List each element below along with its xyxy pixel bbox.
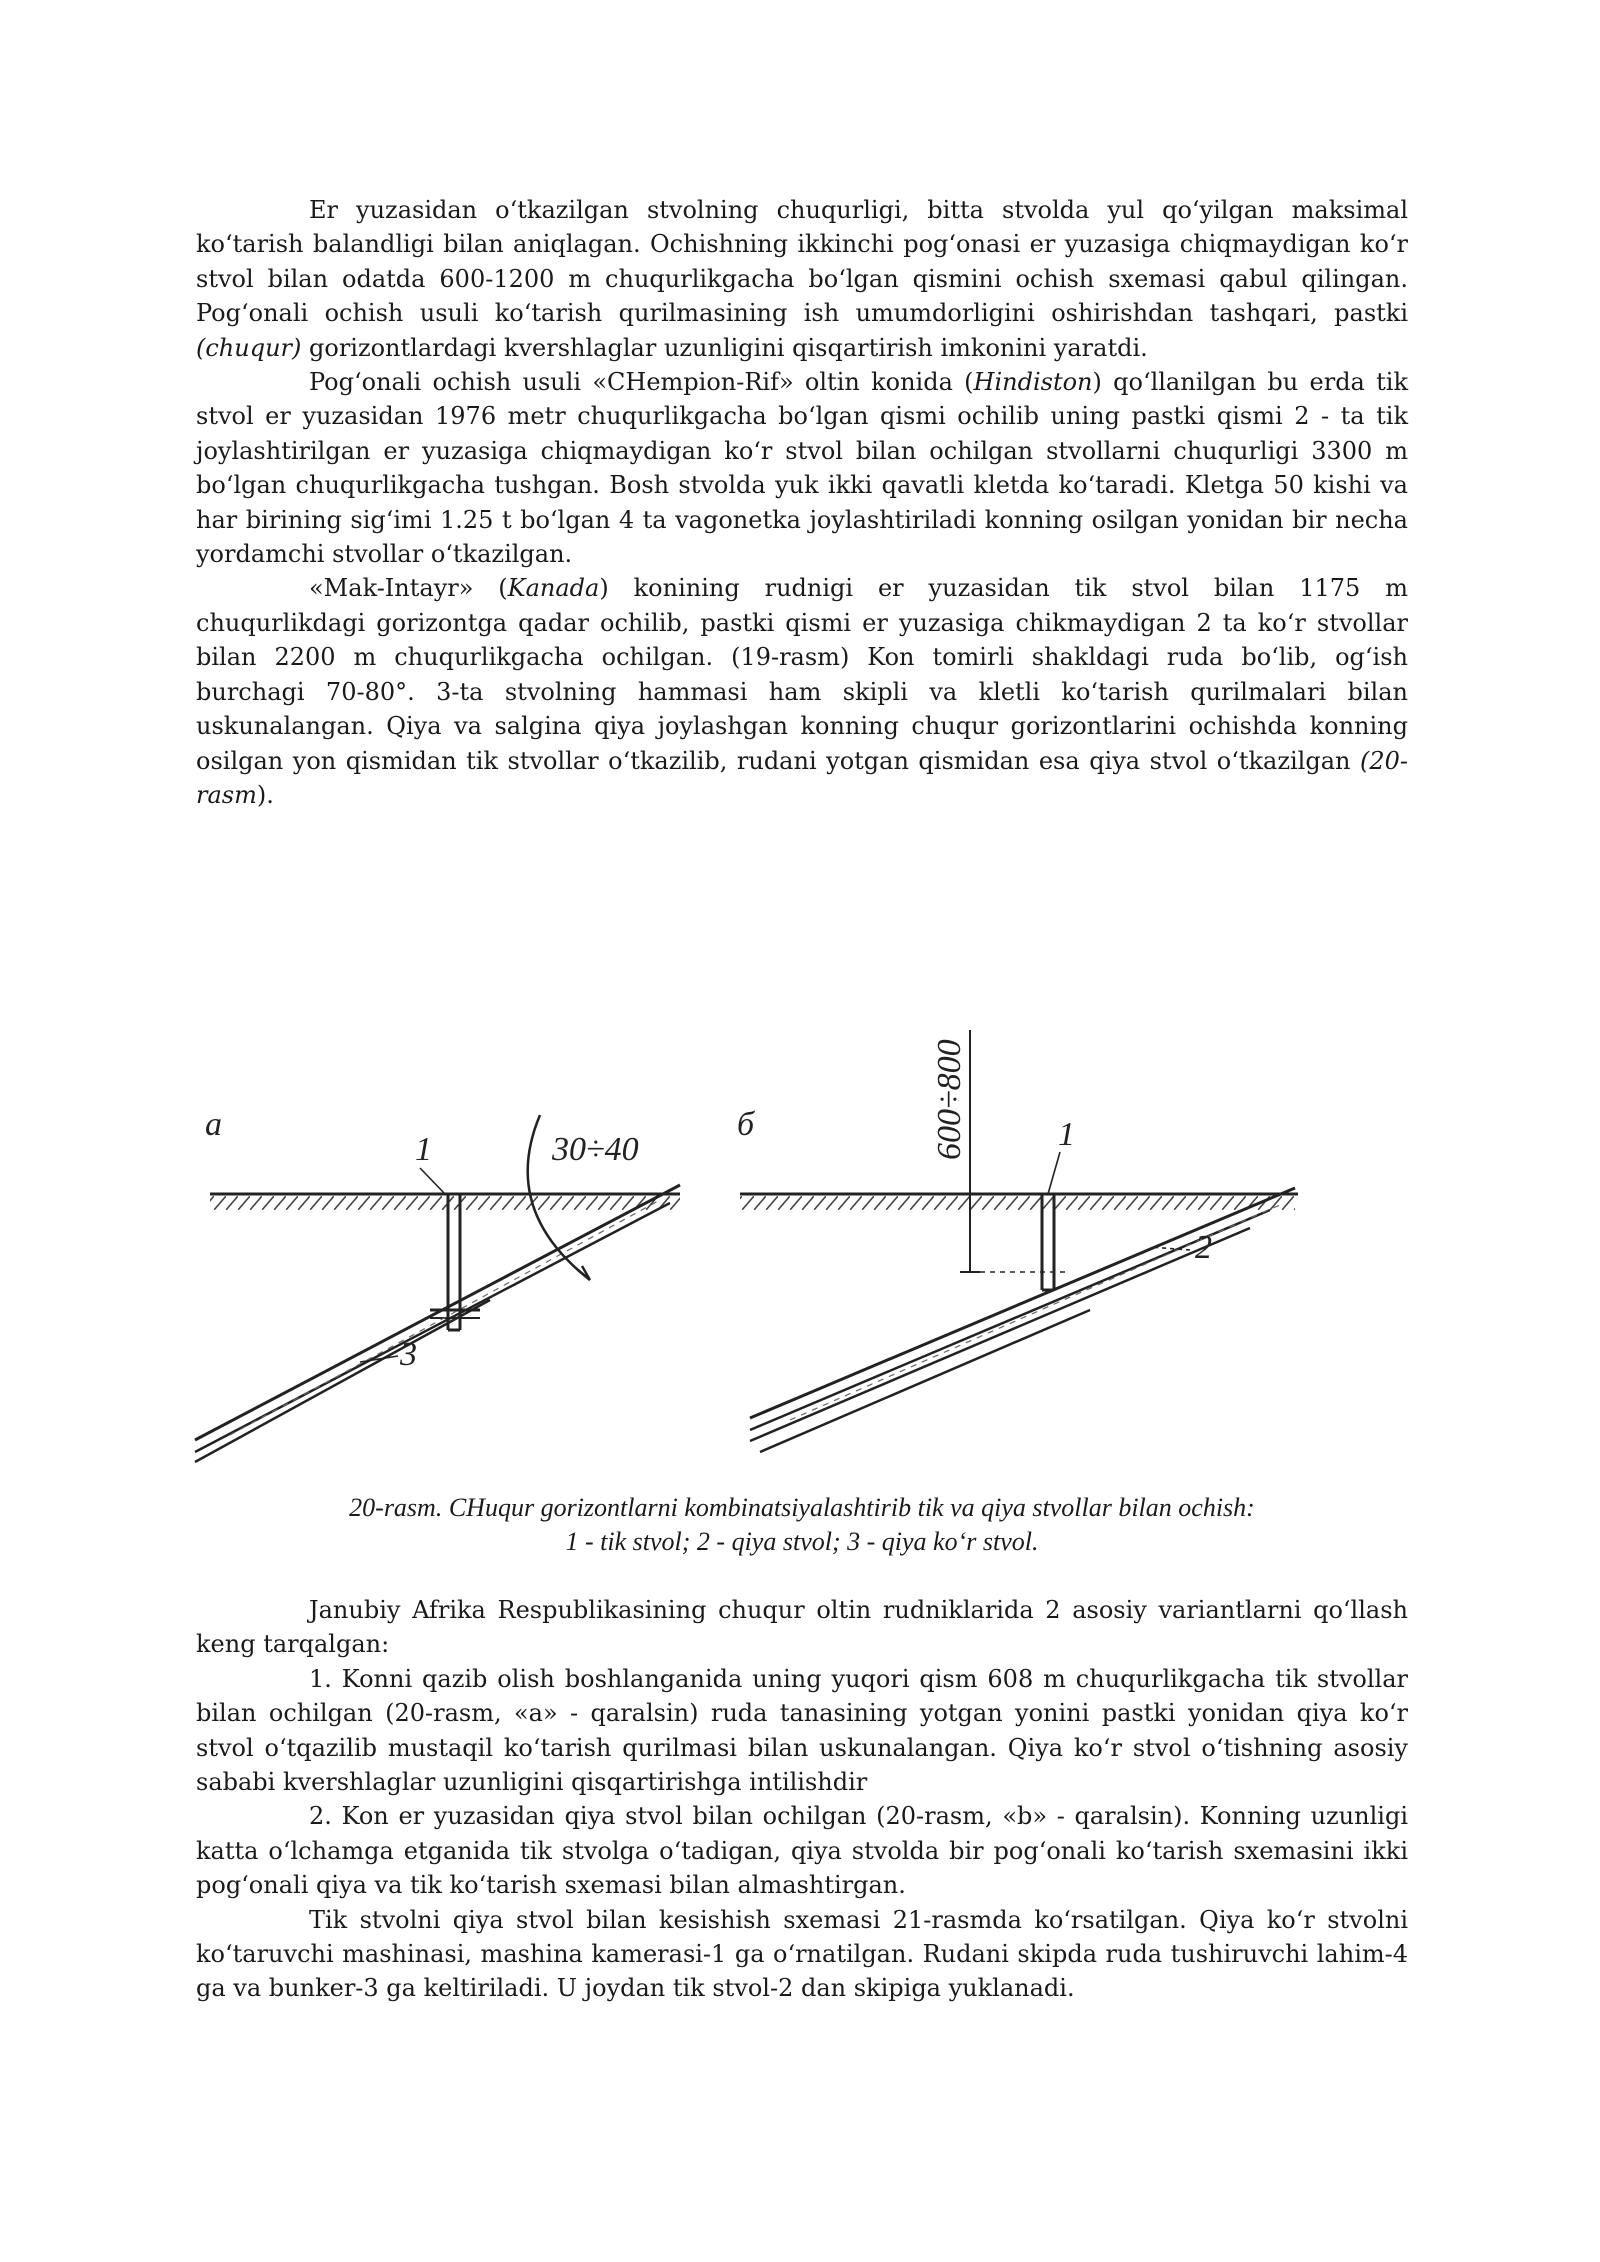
- shaft-diagram-svg: [190, 1000, 1320, 1500]
- figure-20-shaft-diagram: [190, 1000, 1320, 1500]
- diagram-a: [195, 1106, 680, 1462]
- diagram-b-label: б: [737, 1106, 755, 1143]
- label-2-b: 2: [1195, 1229, 1212, 1266]
- caption-line-1: 20-rasm. CHuqur gorizontlarni kombinatsiyalashtirib tik va qiya stvollar bilan ochish:: [349, 1493, 1255, 1522]
- caption-line-2: 1 - tik stvol; 2 - qiya stvol; 3 - qiya ko‘r stvol.: [565, 1527, 1039, 1556]
- diagram-a-label: a: [205, 1106, 222, 1143]
- label-1-a: 1: [415, 1131, 432, 1168]
- ground-hatch-a: [210, 1196, 680, 1210]
- paragraph-1: Er yuzasidan o‘tkazilgan stvolning chuqurligi, bitta stvolda yul qo‘yilgan maksimal ko‘tarish balandligi bilan aniqlagan. Ochishning ikkinchi pog‘onasi er yuzasiga chiqmaydigan ko‘r stvol bilan odatda 600-1200 m chuqurlikgacha bo‘lgan qismini ochish sxemasi qabul qilingan. Pog‘onali ochish usuli ko‘tarish qurilmasining ish umumdorligini oshirishdan tashqari, pastki (chuqur) gorizontlardagi kvershlaglar uzunligini qisqartirish imkonini yaratdi.: [196, 196, 1408, 362]
- paragraph-7: Tik stvolni qiya stvol bilan kesishish sxemasi 21-rasmda ko‘rsatilgan. Qiya ko‘r stvolni ko‘taruvchi mashinasi, mashina kamerasi-1 ga o‘rnatilgan. Rudani skipda ruda tushiruvchi lahim-4 ga va bunker-3 ga keltiriladi. U joydan tik stvol-2 dan skipiga yuklanadi.: [196, 1905, 1408, 2003]
- ground-hatch-b: [740, 1196, 1295, 1210]
- paragraph-6: 2. Kon er yuzasidan qiya stvol bilan ochilgan (20-rasm, «b» - qaralsin). Konning uzunligi katta o‘lchamga etganida tik stvolga o‘tadigan, qiya stvolda bir pog‘onali ko‘tarish sxemasini ikki pog‘onali qiya va tik ko‘tarish sxemasi bilan almashtirgan.: [196, 1802, 1408, 1900]
- depth-label: 600÷800: [931, 1039, 968, 1160]
- paragraph-4: Janubiy Afrika Respublikasining chuqur oltin rudniklarida 2 asosiy variantlarni qo‘llash keng tarqalgan:: [196, 1596, 1408, 1659]
- paragraph-5: 1. Konni qazib olish boshlanganida uning yuqori qism 608 m chuqurlikgacha tik stvollar bilan ochilgan (20-rasm, «a» - qaralsin) ruda tanasining yotgan yonini pastki yonidan qiya ko‘r stvol o‘tqazilib mustaqil ko‘tarish qurilmasi bilan uskunalangan. Qiya ko‘r stvol o‘tishning asosiy sababi kvershlaglar uzunligini qisqartirishga intilishdir: [196, 1664, 1408, 1797]
- diagram-b: [737, 1030, 1298, 1452]
- inclined-shaft-b: [750, 1188, 1295, 1452]
- paragraph-2: Pog‘onali ochish usuli «CHempion-Rif» oltin konida (Hindiston) qo‘llanilgan bu erda tik stvol er yuzasidan 1976 metr chuqurlikgacha bo‘lgan qismi ochilib uning pastki qismi 2 - ta tik joylashtirilgan er yuzasiga chiqmaydigan ko‘r stvol bilan ochilgan stvollarni chuqurligi 3300 m bo‘lgan chuqurlikgacha tushgan. Bosh stvolda yuk ikki qavatli kletda ko‘taradi. Kletga 50 kishi va har birining sig‘imi 1.25 t bo‘lgan 4 ta vagonetka joylashtiriladi konning osilgan yonidan bir necha yordamchi stvollar o‘tkazilgan.: [196, 368, 1408, 569]
- label-3-a: 3: [400, 1336, 417, 1373]
- angle-label: 30÷40: [552, 1131, 639, 1168]
- label-1-b: 1: [1058, 1116, 1075, 1153]
- paragraph-3: «Mak-Intayr» (Kanada) konining rudnigi er yuzasidan tik stvol bilan 1175 m chuqurlikdagi gorizontga qadar ochilib, pastki qismi er yuzasiga chikmaydigan 2 ta ko‘r stvollar bilan 2200 m chuqurlikgacha ochilgan. (19-rasm) Kon tomirli shakldagi ruda bo‘lib, og‘ish burchagi 70-80°. 3-ta stvolning hammasi ham skipli va kletli ko‘tarish qurilmalari bilan uskunalangan. Qiya va salgina qiya joylashgan konning chuqur gorizontlarini ochishda konning osilgan yon qismidan tik stvollar o‘tkazilib, rudani yotgan qismidan esa qiya stvol o‘tkazilgan (20-rasm).: [196, 574, 1408, 809]
- figure-caption: [196, 1491, 1408, 1559]
- text-block-bottom: [196, 1593, 1408, 2006]
- inclined-blind-shaft-a: [195, 1185, 680, 1462]
- text-block-top: [196, 193, 1408, 812]
- angle-arrow-a: [578, 1266, 590, 1280]
